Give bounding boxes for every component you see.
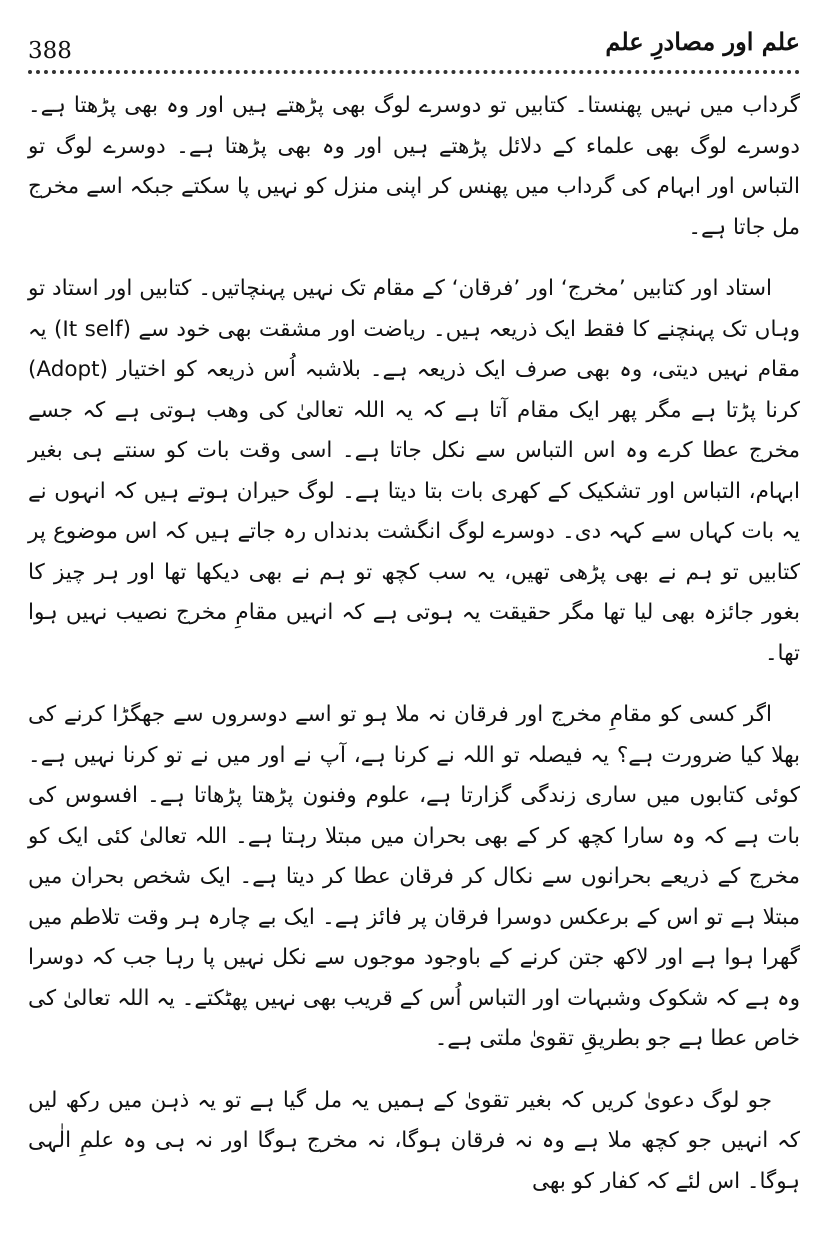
header-divider: [28, 70, 800, 74]
running-title: علم اور مصادرِ علم: [605, 27, 800, 56]
paragraph-4: جو لوگ دعویٰ کریں کہ بغیر تقویٰ کے ہمیں یہ مل گیا ہے تو یہ ذہن میں رکھ لیں کہ انہیں جو کچھ ملا ہے وہ نہ فرقان ہوگا، نہ مخرج ہوگا اور نہ ہی وہ علمِ الٰہی ہوگا۔ اس لئے کہ کفار کو بھی: [28, 1087, 800, 1194]
page-number: 388: [28, 38, 72, 64]
paragraph-3: اگر کسی کو مقامِ مخرج اور فرقان نہ ملا ہو تو اسے دوسروں سے جھگڑا کرنے کی بھلا کیا ضرورت ہے؟ یہ فیصلہ تو اللہ نے کرنا ہے، آپ نے اور میں نے تو کرنا نہیں ہے۔ کوئی کتابوں میں ساری زندگی گزارتا ہے، علوم وفنون پڑھتا پڑھاتا ہے۔ افسوس کی بات ہے کہ وہ سارا کچھ کر کے بھی بحران میں مبتلا رہتا ہے۔ اللہ تعالیٰ کئی ایک کو مخرج کے ذریعے بحرانوں سے نکال کر فرقان عطا کر دیتا ہے۔ ایک شخص بحران میں مبتلا ہے تو اس کے برعکس دوسرا فرقان پر فائز ہے۔ ایک بے چارہ ہر وقت تلاطم میں گھرا ہوا ہے اور لاکھ جتن کرنے کے باوجود موجوں سے نکل نہیں پا رہا جب کہ دوسرا وہ ہے کہ شکوک وشبہات اور التباس اُس کے قریب بھی نہیں پھٹکتے۔ یہ اللہ تعالیٰ کی خاص عطا ہے جو بطریقِ تقویٰ ملتی ہے۔: [28, 702, 800, 1051]
body-text: [28, 86, 800, 1223]
paragraph-2: استاد اور کتابیں ’مخرج‘ اور ’فرقان‘ کے مقام تک نہیں پہنچاتیں۔ کتابیں اور استاد تو وہاں تک پہنچنے کا فقط ایک ذریعہ ہیں۔ ریاضت اور مشقت بھی خود سے (It self) یہ مقام نہیں دیتی، وہ بھی صرف ایک ذریعہ ہے۔ بلاشبہ اُس ذریعہ کو اختیار (Adopt) کرنا پڑتا ہے مگر پھر ایک مقام آتا ہے کہ یہ اللہ تعالیٰ کی وھب ہوتی ہے کہ جسے مخرج عطا کرے وہ اس التباس سے نکل جاتا ہے۔ اسی وقت بات کو سنتے ہی بغیر ابہام، التباس اور تشکیک کے کھری بات بتا دیتا ہے۔ لوگ حیران ہوتے ہیں کہ انہوں نے یہ بات کہاں سے کہہ دی۔ دوسرے لوگ انگشت بدنداں رہ جاتے ہیں کہ اس موضوع پر کتابیں تو ہم نے بھی پڑھی تھیں، یہ سب کچھ تو ہم نے بھی دیکھا تھا اور ہر چیز کا بغور جائزہ بھی لیا تھا مگر حقیقت یہ ہوتی ہے کہ انہیں مقامِ مخرج نصیب نہیں ہوا تھا۔: [28, 276, 800, 666]
paragraph-1: گرداب میں نہیں پھنستا۔ کتابیں تو دوسرے لوگ بھی پڑھتے ہیں اور وہ بھی پڑھتا ہے۔ دوسرے لوگ بھی علماء کے دلائل پڑھتے ہیں اور وہ بھی پڑھتا ہے۔ دوسرے لوگ تو التباس اور ابہام کی گرداب میں پھنس کر اپنی منزل کو نہیں پا سکتے جبکہ اسے مخرج مل جاتا ہے۔: [28, 93, 800, 240]
page-header: [28, 18, 800, 70]
